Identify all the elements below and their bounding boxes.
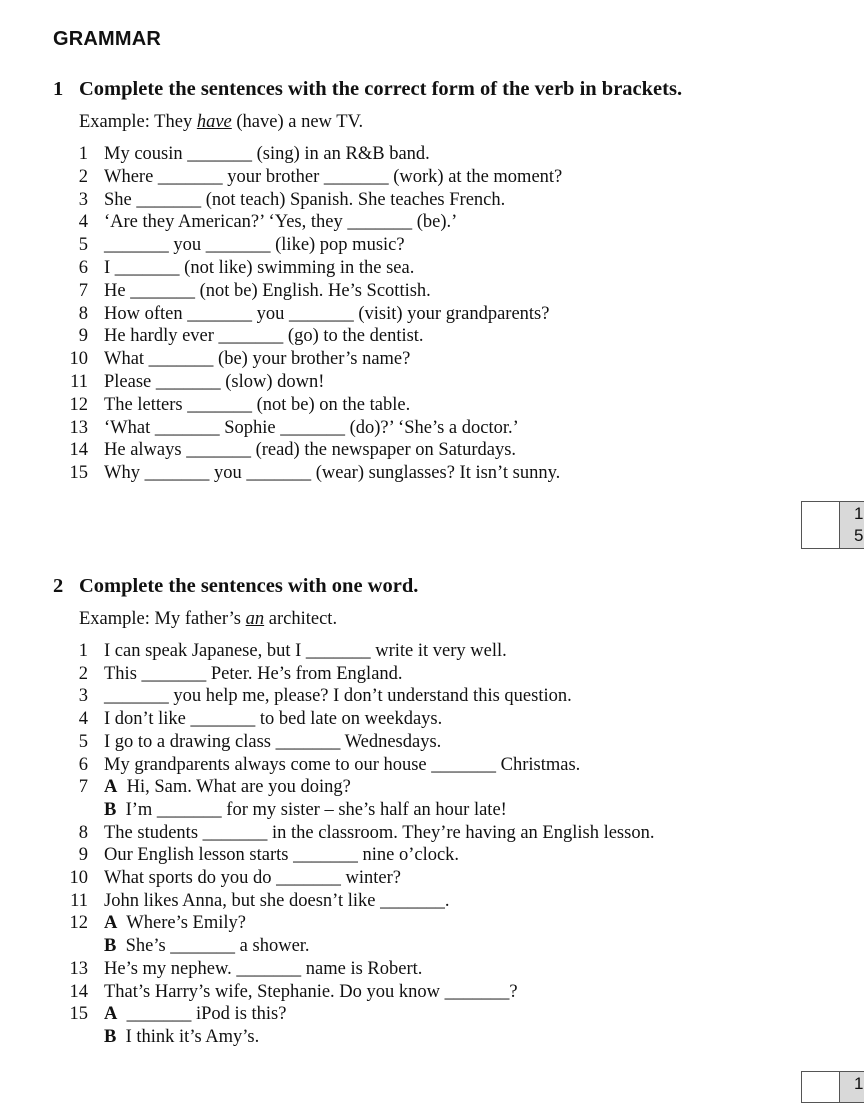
section-1-instruction: Complete the sentences with the correct form of the verb in brackets. [79, 78, 683, 100]
item-text-line [104, 189, 505, 212]
item-text-line [104, 685, 572, 708]
example-suffix: (have) a new TV. [231, 112, 364, 132]
speaker-label: B [104, 799, 117, 820]
section-2-instruction: Complete the sentences with one word. [79, 575, 419, 597]
item-number: 2 [78, 166, 88, 187]
item-text-line [104, 280, 431, 303]
item-text-line [104, 890, 449, 913]
item-number: 3 [78, 189, 88, 210]
item-number: 7 [78, 777, 88, 798]
exercise-item [0, 708, 800, 731]
item-text-line [104, 325, 424, 348]
item-text-line [104, 663, 403, 686]
item-sentence[interactable]: I think it’s Amy’s. [125, 1026, 260, 1047]
item-sentence[interactable]: He always _______ (read) the newspaper on Saturdays. [104, 440, 517, 461]
item-number: 1 [78, 641, 88, 661]
item-sentence[interactable]: I don’t like _______ to bed late on weekdays. [104, 709, 443, 730]
exercise-item [0, 912, 800, 935]
page-heading: GRAMMAR [53, 28, 162, 50]
exercise-item [0, 799, 800, 822]
exercise-item [0, 867, 800, 890]
item-sentence[interactable]: I go to a drawing class _______ Wednesdays. [104, 731, 442, 752]
exercise-item [0, 685, 800, 708]
item-text-line [104, 143, 430, 166]
item-number: 8 [78, 303, 88, 324]
item-sentence[interactable]: What _______ (be) your brother’s name? [104, 349, 411, 370]
item-text-line [104, 417, 519, 440]
item-number: 8 [78, 822, 88, 843]
section-2-number: 2 [53, 575, 64, 597]
exercise-item [0, 981, 800, 1004]
item-sentence[interactable]: _______ iPod is this? [126, 1004, 287, 1025]
section-1-example [79, 112, 363, 133]
exercise-item [0, 958, 800, 981]
item-text-line [104, 348, 410, 371]
section-2-score-box[interactable] [801, 1071, 841, 1103]
item-sentence[interactable]: How often _______ you _______ (visit) your grandparents? [104, 303, 550, 324]
item-sentence[interactable]: _______ you help me, please? I don’t understand this question. [104, 686, 572, 707]
exercise-item [0, 280, 800, 303]
item-sentence[interactable]: She _______ (not teach) Spanish. She teaches French. [104, 189, 506, 210]
item-sentence[interactable]: Our English lesson starts _______ nine o’clock. [104, 845, 460, 866]
item-sentence[interactable]: My grandparents always come to our house _______ Christmas. [104, 754, 581, 775]
exercise-item [0, 189, 800, 212]
item-sentence[interactable]: What sports do you do _______ winter? [104, 868, 401, 888]
item-text-line [104, 234, 405, 257]
item-number: 4 [78, 709, 88, 730]
item-text-line [104, 640, 507, 663]
score-total-digit-1: 1 [854, 504, 864, 523]
exercise-item [0, 166, 800, 189]
item-sentence[interactable]: He hardly ever _______ (go) to the dentist. [104, 326, 424, 347]
item-text-line [104, 867, 401, 890]
item-sentence[interactable]: The students _______ in the classroom. They’re having an English lesson. [104, 822, 655, 843]
exercise-item [0, 325, 800, 348]
item-sentence[interactable]: _______ you _______ (like) pop music? [104, 235, 405, 256]
item-text-line [104, 776, 351, 799]
item-sentence[interactable]: ‘What _______ Sophie _______ (do)?’ ‘She’s a doctor.’ [104, 417, 519, 438]
item-text-line [104, 166, 562, 189]
exercise-item [0, 394, 800, 417]
exercise-item [0, 417, 800, 440]
exercise-item [0, 640, 800, 663]
item-text-line [104, 912, 246, 935]
exercise-item [0, 371, 800, 394]
item-number: 4 [78, 212, 88, 233]
item-text-line [104, 303, 549, 326]
item-sentence[interactable]: ‘Are they American?’ ‘Yes, they _______ (be).’ [104, 212, 458, 233]
item-sentence[interactable]: Where’s Emily? [126, 913, 246, 934]
exercise-item [0, 776, 800, 799]
item-sentence[interactable]: I’m _______ for my sister – she’s half an hour late! [125, 799, 507, 820]
exercise-item [0, 844, 800, 867]
item-text-line [104, 1003, 286, 1026]
section-2-title [53, 575, 418, 598]
item-text-line [104, 981, 518, 1004]
section-2-total-tab [839, 1071, 864, 1103]
item-sentence[interactable]: Why _______ you _______ (wear) sunglasses? It isn’t sunny. [104, 463, 561, 484]
item-number: 7 [78, 280, 88, 301]
exercise-item [0, 303, 800, 326]
item-number: 9 [78, 845, 88, 866]
item-number: 12 [69, 394, 88, 415]
item-number: 2 [78, 663, 88, 684]
item-number: 6 [78, 258, 88, 278]
item-sentence[interactable]: The letters _______ (not be) on the table. [104, 394, 411, 415]
item-sentence[interactable]: Hi, Sam. What are you doing? [126, 777, 351, 798]
item-number: 11 [70, 372, 88, 392]
exercise-item [0, 1003, 800, 1026]
item-sentence[interactable]: This _______ Peter. He’s from England. [104, 663, 403, 684]
exercise-item [0, 348, 800, 371]
item-number: 11 [70, 890, 88, 911]
item-number: 15 [69, 463, 88, 484]
item-text-line [104, 371, 324, 394]
exercise-item [0, 234, 800, 257]
item-text-line [104, 731, 441, 754]
exercise-item [0, 1026, 800, 1049]
item-text-line [104, 394, 410, 417]
example-answer: have [196, 112, 232, 132]
section-1-title [53, 78, 682, 101]
item-number: 9 [78, 326, 88, 347]
speaker-label: B [104, 1026, 117, 1047]
section-1-total-tab [839, 501, 864, 549]
speaker-label: A [104, 777, 118, 798]
item-text-line [104, 935, 310, 958]
exercise-item [0, 754, 800, 777]
item-text-line [104, 958, 422, 981]
section-2-example [79, 609, 337, 630]
item-text-line [104, 439, 516, 462]
item-sentence[interactable]: Where _______ your brother _______ (work) at the moment? [104, 166, 563, 187]
item-number: 10 [69, 349, 88, 370]
item-number: 15 [69, 1004, 88, 1025]
score-total-digit-1: 1 [854, 1074, 864, 1093]
item-number: 5 [78, 235, 88, 256]
item-sentence[interactable]: My cousin _______ (sing) in an R&B band. [104, 144, 430, 164]
speaker-label: B [104, 936, 117, 957]
speaker-label: A [104, 1004, 118, 1025]
exercise-item [0, 731, 800, 754]
exercise-item [0, 462, 800, 485]
item-number: 14 [69, 440, 88, 461]
item-sentence[interactable]: That’s Harry’s wife, Stephanie. Do you know _______? [104, 981, 518, 1002]
example-prefix: Example: They [79, 112, 197, 132]
item-number: 1 [78, 144, 88, 164]
score-total-digit-2: 5 [854, 526, 864, 545]
section-1-score-box[interactable] [801, 501, 841, 549]
item-sentence[interactable]: He _______ (not be) English. He’s Scottish. [104, 280, 431, 301]
exercise-item [0, 211, 800, 234]
exercise-item [0, 822, 800, 845]
exercise-item [0, 663, 800, 686]
item-number: 3 [78, 686, 88, 707]
item-number: 5 [78, 731, 88, 752]
item-text-line [104, 257, 414, 280]
item-number: 13 [69, 958, 88, 979]
item-text-line [104, 211, 457, 234]
item-text-line [104, 1026, 259, 1049]
speaker-label: A [104, 913, 118, 934]
item-text-line [104, 844, 459, 867]
item-number: 6 [78, 754, 88, 775]
example-prefix: Example: My father’s [79, 609, 246, 629]
item-number: 13 [69, 417, 88, 438]
exercise-item [0, 143, 800, 166]
item-number: 12 [69, 913, 88, 934]
section-1-number: 1 [53, 78, 64, 100]
example-answer: an [245, 609, 265, 629]
exercise-item [0, 257, 800, 280]
item-sentence[interactable]: John likes Anna, but she doesn’t like _______. [104, 890, 450, 911]
item-text-line [104, 822, 654, 845]
item-sentence[interactable]: I can speak Japanese, but I _______ write it very well. [104, 641, 507, 661]
item-text-line [104, 754, 580, 777]
item-text-line [104, 799, 507, 822]
item-sentence[interactable]: Please _______ (slow) down! [104, 372, 325, 392]
item-number: 14 [69, 981, 88, 1002]
exercise-item [0, 935, 800, 958]
item-sentence[interactable]: He’s my nephew. _______ name is Robert. [104, 958, 423, 979]
item-text-line [104, 708, 442, 731]
item-sentence[interactable]: I _______ (not like) swimming in the sea. [104, 258, 415, 278]
item-number: 10 [69, 868, 88, 888]
item-text-line [104, 462, 560, 485]
exercise-item [0, 890, 800, 913]
exercise-item [0, 439, 800, 462]
item-sentence[interactable]: She’s _______ a shower. [125, 936, 310, 957]
example-suffix: architect. [264, 609, 338, 629]
